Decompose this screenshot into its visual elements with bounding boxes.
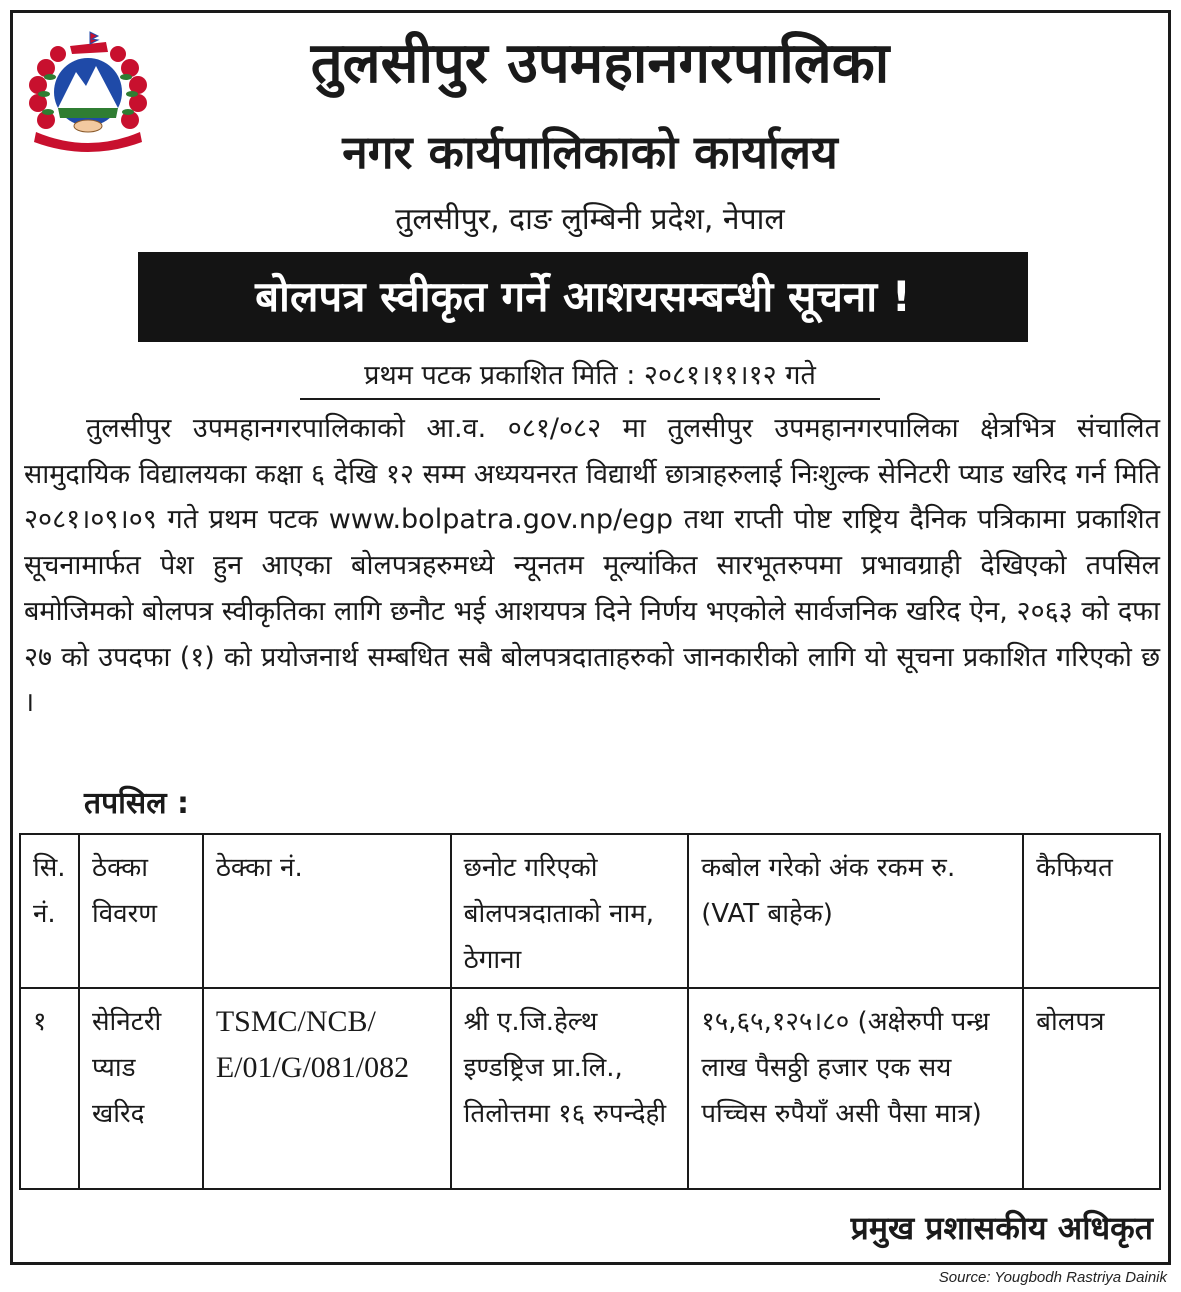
- source-credit: Source: Yougbodh Rastriya Dainik: [938, 1269, 1167, 1286]
- header-sn: सि. नं.: [20, 834, 79, 988]
- publication-date: प्रथम पटक प्रकाशित मिति : २०८१।११।१२ गते: [364, 360, 816, 391]
- nepal-emblem-icon: [18, 30, 158, 152]
- notice-title-banner: बोलपत्र स्वीकृत गर्ने आशयसम्बन्धी सूचना !: [138, 252, 1028, 342]
- header-contract-no: ठेक्का नं.: [203, 834, 451, 988]
- cell-description: सेनिटरी प्याड खरिद: [79, 988, 203, 1189]
- office-title: नगर कार्यपालिकाको कार्यालय: [342, 125, 838, 179]
- award-table: [19, 833, 1161, 1190]
- cell-contract-no: TSMC/NCB/ E/01/G/081/082: [203, 988, 451, 1189]
- table-row: [20, 988, 1160, 1189]
- cell-sn: १: [20, 988, 79, 1189]
- cell-remarks: बोलपत्र: [1023, 988, 1160, 1189]
- header-bidder: छनोट गरिएको बोलपत्रदाताको नाम, ठेगाना: [451, 834, 689, 988]
- cell-bidder: श्री ए.जि.हेल्थ इण्डष्ट्रिज प्रा.लि., तिलोत्तमा १६ रुपन्देही: [451, 988, 689, 1189]
- office-address: तुलसीपुर, दाङ लुम्बिनी प्रदेश, नेपाल: [395, 202, 785, 237]
- signatory: प्रमुख प्रशासकीय अधिकृत: [850, 1209, 1153, 1247]
- header-description: ठेक्का विवरण: [79, 834, 203, 988]
- header-amount: कबोल गरेको अंक रकम रु. (VAT बाहेक): [688, 834, 1023, 988]
- header-remarks: कैफियत: [1023, 834, 1160, 988]
- notice-body: तुलसीपुर उपमहानगरपालिकाको आ.व. ०८१/०८२ मा तुलसीपुर उपमहानगरपालिका क्षेत्रभित्र संचालित सामुदायिक विद्यालयका कक्षा ६ देखि १२ सम्म अध्ययनरत विद्यार्थी छात्राहरुलाई निःशुल्क सेनिटरी प्याड खरिद गर्न मिति २०८१।०९।०९ गते प्रथम पटक www.bolpatra.gov.np/egp तथा राप्ती पोष्ट राष्ट्रिय दैनिक पत्रिकामा प्रकाशित सूचनामार्फत पेश हुन आएका बोलपत्रहरुमध्ये न्यूनतम मूल्यांकित सारभूतरुपमा प्रभावग्राही देखिएको तपसिल बमोजिमको बोलपत्र स्वीकृतिका लागि छनौट भई आशयपत्र दिने निर्णय भएकोले सार्वजनिक खरिद ऐन, २०६३ को दफा २७ को उपदफा (१) को प्रयोजनार्थ सम्बधित सबै बोलपत्रदाताहरुको जानकारीको लागि यो सूचना प्रकाशित गरिएको छ ।: [24, 413, 1160, 719]
- details-label: तपसिल :: [84, 786, 189, 821]
- municipality-title: तुलसीपुर उपमहानगरपालिका: [310, 31, 890, 96]
- cell-amount: १५,६५,१२५।८० (अक्षेरुपी पन्ध्र लाख पैसठ्ठी हजार एक सय पच्चिस रुपैयाँ असी पैसा मात्र): [688, 988, 1023, 1189]
- publication-date-underline: [300, 398, 880, 400]
- table-header-row: [20, 834, 1160, 988]
